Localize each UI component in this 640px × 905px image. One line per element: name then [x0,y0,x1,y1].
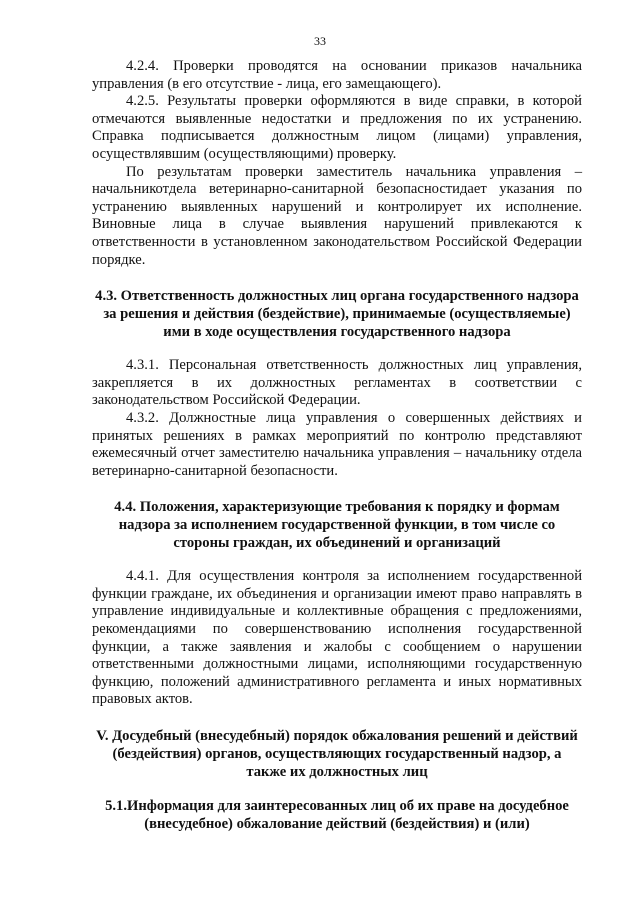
heading-4-4: 4.4. Положения, характеризующие требования к порядку и формам надзора за исполнением государственной функции, в том числе со стороны граждан, их объединений и организаций [114,499,560,552]
paragraph-4-2-4: 4.2.4. Проверки проводятся на основании приказов начальника управления (в его отсутствие - лица, его замещающего). [92,58,582,92]
paragraph-4-2-5: 4.2.5. Результаты проверки оформляются в виде справки, в которой отмечаются выявленные недостатки и предложения по их устранению. Справка подписывается должностным лицом (лицами) управления, осуществлявшим (осуществляющими) проверку. [92,93,582,162]
heading-5-1: 5.1.Информация для заинтересованных лиц об их праве на досудебное (внесудебное) обжалование действий (бездействия) и (или) [105,798,569,833]
paragraph-4-4-1: 4.4.1. Для осуществления контроля за исполнением государственной функции граждане, их объединения и организации имеют право направлять в управление индивидуальные и коллективные обращения с предложениями, рекомендациями по совершенствованию исполнения государственной функции, а также заявления и жалобы с сообщением о нарушении ответственными должностными лицами, исполняющими государственную функцию, положений административного регламента и иных нормативных правовых актов. [92,568,582,708]
heading-section-v: V. Досудебный (внесудебный) порядок обжалования решений и действий (бездействия) органов, осуществляющих государственный надзор, а также их должностных лиц [96,728,578,781]
paragraph-inspection-results: По результатам проверки заместитель начальника управления – начальникотдела ветеринарно-санитарной безопасностидает указания по устранению выявленных нарушений и контролирует их исполнение. Виновные лица в случае выявления нарушений привлекаются к ответственности в установленном законодательством Российской Федерации порядке. [92,163,582,268]
paragraph-4-3-2: 4.3.2. Должностные лица управления о совершенных действиях и принятых решениях в рамках мероприятий по контролю представляют ежемесячный отчет заместителю начальника управления – начальнику отдела ветеринарно-санитарной безопасности. [92,409,582,479]
document-body [92,58,582,833]
paragraph-4-3-1: 4.3.1. Персональная ответственность должностных лиц управления, закрепляется в их должностных регламентах в соответствии с законодательством Российской Федерации. [92,357,582,409]
heading-4-3: 4.3. Ответственность должностных лиц органа государственного надзора за решения и действия (бездействие), принимаемые (осуществляемые) ими в ходе осуществления государственного надзора [95,288,579,341]
page-number: 33 [314,34,326,48]
